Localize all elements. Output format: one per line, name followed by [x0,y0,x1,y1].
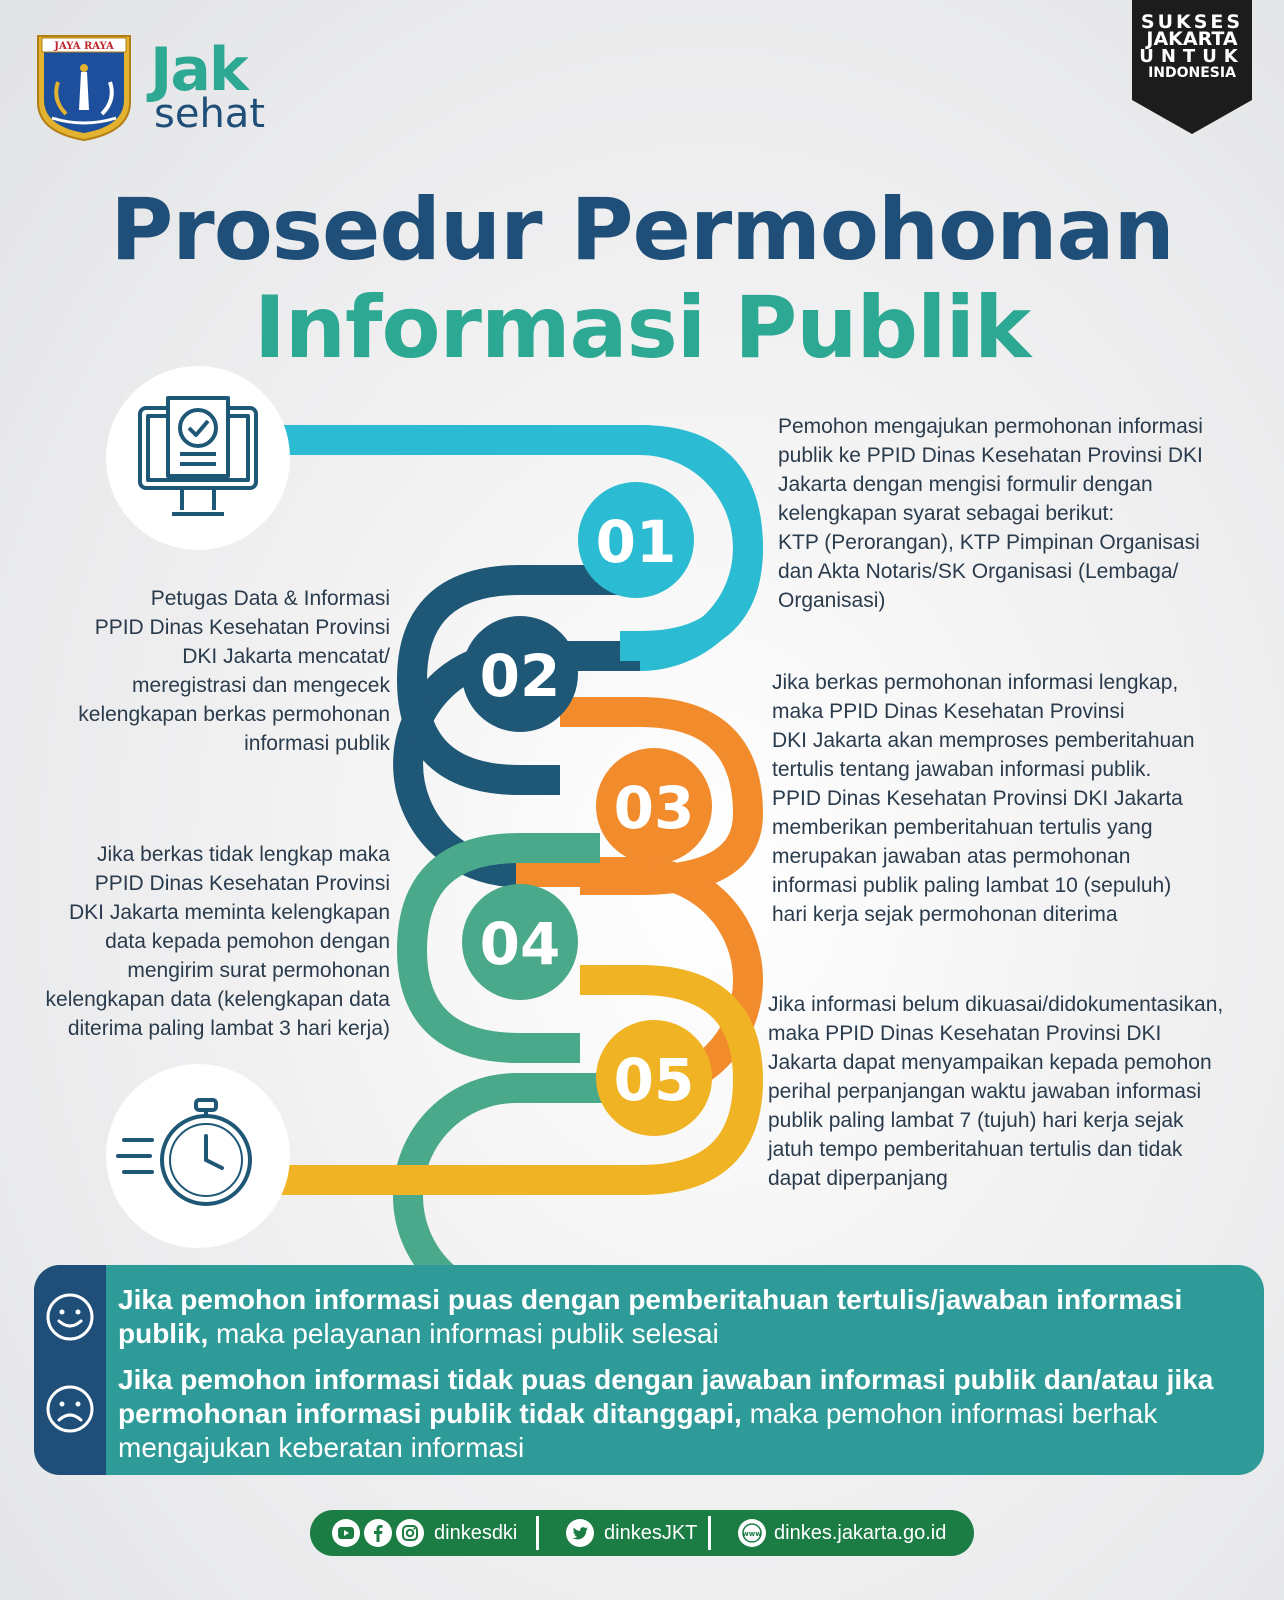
step-01-line: Pemohon mengajukan permohonan informasi [778,415,1203,438]
step-04-description [14,840,390,1043]
jaksehat-logo-jak: Jak [150,35,247,105]
step-03-line: informasi publik paling lambat 10 (sepuluh) [772,874,1172,897]
step-02-line: Petugas Data & Informasi [150,587,390,610]
step-05-line: maka PPID Dinas Kesehatan Provinsi DKI [768,1022,1162,1045]
step-number-05: 05 [613,1046,695,1114]
step-marker-05 [596,1020,712,1136]
step-01-line: dan Akta Notaris/SK Organisasi (Lembaga/ [778,560,1179,583]
step-marker-02 [462,616,578,732]
step-04-line: data kepada pemohon dengan [105,930,390,953]
instagram-icon[interactable] [396,1519,424,1547]
social-footer [310,1510,974,1556]
smile-icon [44,1291,96,1343]
step-02-line: PPID Dinas Kesehatan Provinsi [94,616,390,639]
facebook-icon[interactable] [364,1519,392,1547]
step-03-line: merupakan jawaban atas permohonan [772,845,1131,868]
start-circle [106,366,290,550]
step-04-line: mengirim surat permohonan [127,959,390,982]
unsatisfied-outcome-bold: Jika pemohon informasi tidak puas dengan jawaban informasi publik dan/atau jika permohonan informasi publik tidak ditanggapi, [118,1364,1214,1429]
web-globe-icon[interactable] [738,1519,766,1547]
step-03-line: DKI Jakarta akan memproses pemberitahuan [772,729,1195,752]
www-label: www [742,1530,762,1538]
step-01-line: Jakarta dengan mengisi formulir dengan [778,473,1153,496]
satisfied-outcome-text [118,1283,1248,1351]
step-05-line: jatuh tempo pemberitahuan tertulis dan tidak [768,1138,1183,1161]
step-05-line: publik paling lambat 7 (tujuh) hari kerja sejak [768,1109,1184,1132]
unsatisfied-outcome-rest: maka pemohon informasi berhak mengajukan keberatan informasi [118,1398,1158,1463]
badge-line-2: JAKARTA [1146,28,1238,50]
step-01-line: publik ke PPID Dinas Kesehatan Provinsi DKI [778,444,1203,467]
youtube-icon[interactable] [332,1519,360,1547]
footer-divider [536,1516,539,1550]
step-number-03: 03 [613,774,695,842]
end-circle [106,1064,290,1248]
step-04-line: DKI Jakarta meminta kelengkapan [69,901,390,924]
step-04-line: kelengkapan data (kelengkapan data [45,988,390,1011]
step-02-line: kelengkapan berkas permohonan [78,703,390,726]
step-03-line: PPID Dinas Kesehatan Provinsi DKI Jakarta [772,787,1183,810]
step-05-line: perihal perpanjangan waktu jawaban informasi [768,1080,1202,1103]
step-02-line: DKI Jakarta mencatat/ [182,645,390,668]
twitter-icon[interactable] [566,1519,594,1547]
step-01-description [778,412,1248,615]
badge-line-1: SUKSES [1140,11,1244,33]
page-title-line-1: Prosedur Permohonan [110,180,1174,280]
social-handle-dinkesdki[interactable]: dinkesdki [434,1522,518,1544]
outcome-panel [34,1265,1264,1475]
jaksehat-logo-sehat: sehat [154,91,265,137]
step-02-line: informasi publik [244,732,390,755]
step-marker-01 [578,482,694,598]
badge-line-4: INDONESIA [1148,65,1236,81]
step-number-01: 01 [595,508,677,576]
step-05-line: dapat diperpanjang [768,1167,948,1190]
satisfied-outcome-bold: Jika pemohon informasi puas dengan pemberitahuan tertulis/jawaban informasi publik, [118,1284,1183,1349]
step-01-line: KTP (Perorangan), KTP Pimpinan Organisasi [778,531,1200,554]
step-05-description [768,990,1268,1193]
footer-divider [708,1516,711,1550]
step-04-line: diterima paling lambat 3 hari kerja) [67,1017,390,1040]
step-03-line: maka PPID Dinas Kesehatan Provinsi [772,700,1125,723]
step-03-line: Jika berkas permohonan informasi lengkap, [772,671,1179,694]
step-number-02: 02 [479,642,561,710]
step-03-line: memberikan pemberitahuan tertulis yang [772,816,1153,839]
step-03-description [772,668,1252,929]
step-02-description [20,584,390,758]
step-03-line: tertulis tentang jawaban informasi publik. [772,758,1152,781]
crest-banner: JAYA RAYA [54,41,114,52]
badge-line-3: UNTUK [1139,46,1245,67]
panel-icon-strip [34,1265,106,1475]
step-04-line: Jika berkas tidak lengkap maka [97,843,390,866]
sad-face-icon [44,1383,96,1435]
step-01-line: Organisasi) [778,589,886,612]
step-marker-03 [596,748,712,864]
step-02-line: meregistrasi dan mengecek [132,674,390,697]
step-01-line: kelengkapan syarat sebagai berikut: [778,502,1115,525]
step-05-line: Jika informasi belum dikuasai/didokumentasikan, [768,993,1224,1016]
website-link[interactable]: dinkes.jakarta.go.id [774,1522,947,1544]
satisfied-outcome-rest: maka pelayanan informasi publik selesai [208,1318,719,1349]
social-handle-dinkesjkt[interactable]: dinkesJKT [604,1522,698,1544]
step-number-04: 04 [479,910,561,978]
unsatisfied-outcome-text [118,1363,1248,1465]
step-04-line: PPID Dinas Kesehatan Provinsi [94,872,390,895]
step-marker-04 [462,884,578,1000]
step-03-line: hari kerja sejak permohonan diterima [772,903,1118,926]
page-title-line-2: Informasi Publik [253,278,1031,378]
step-05-line: Jakarta dapat menyampaikan kepada pemohon [768,1051,1212,1074]
